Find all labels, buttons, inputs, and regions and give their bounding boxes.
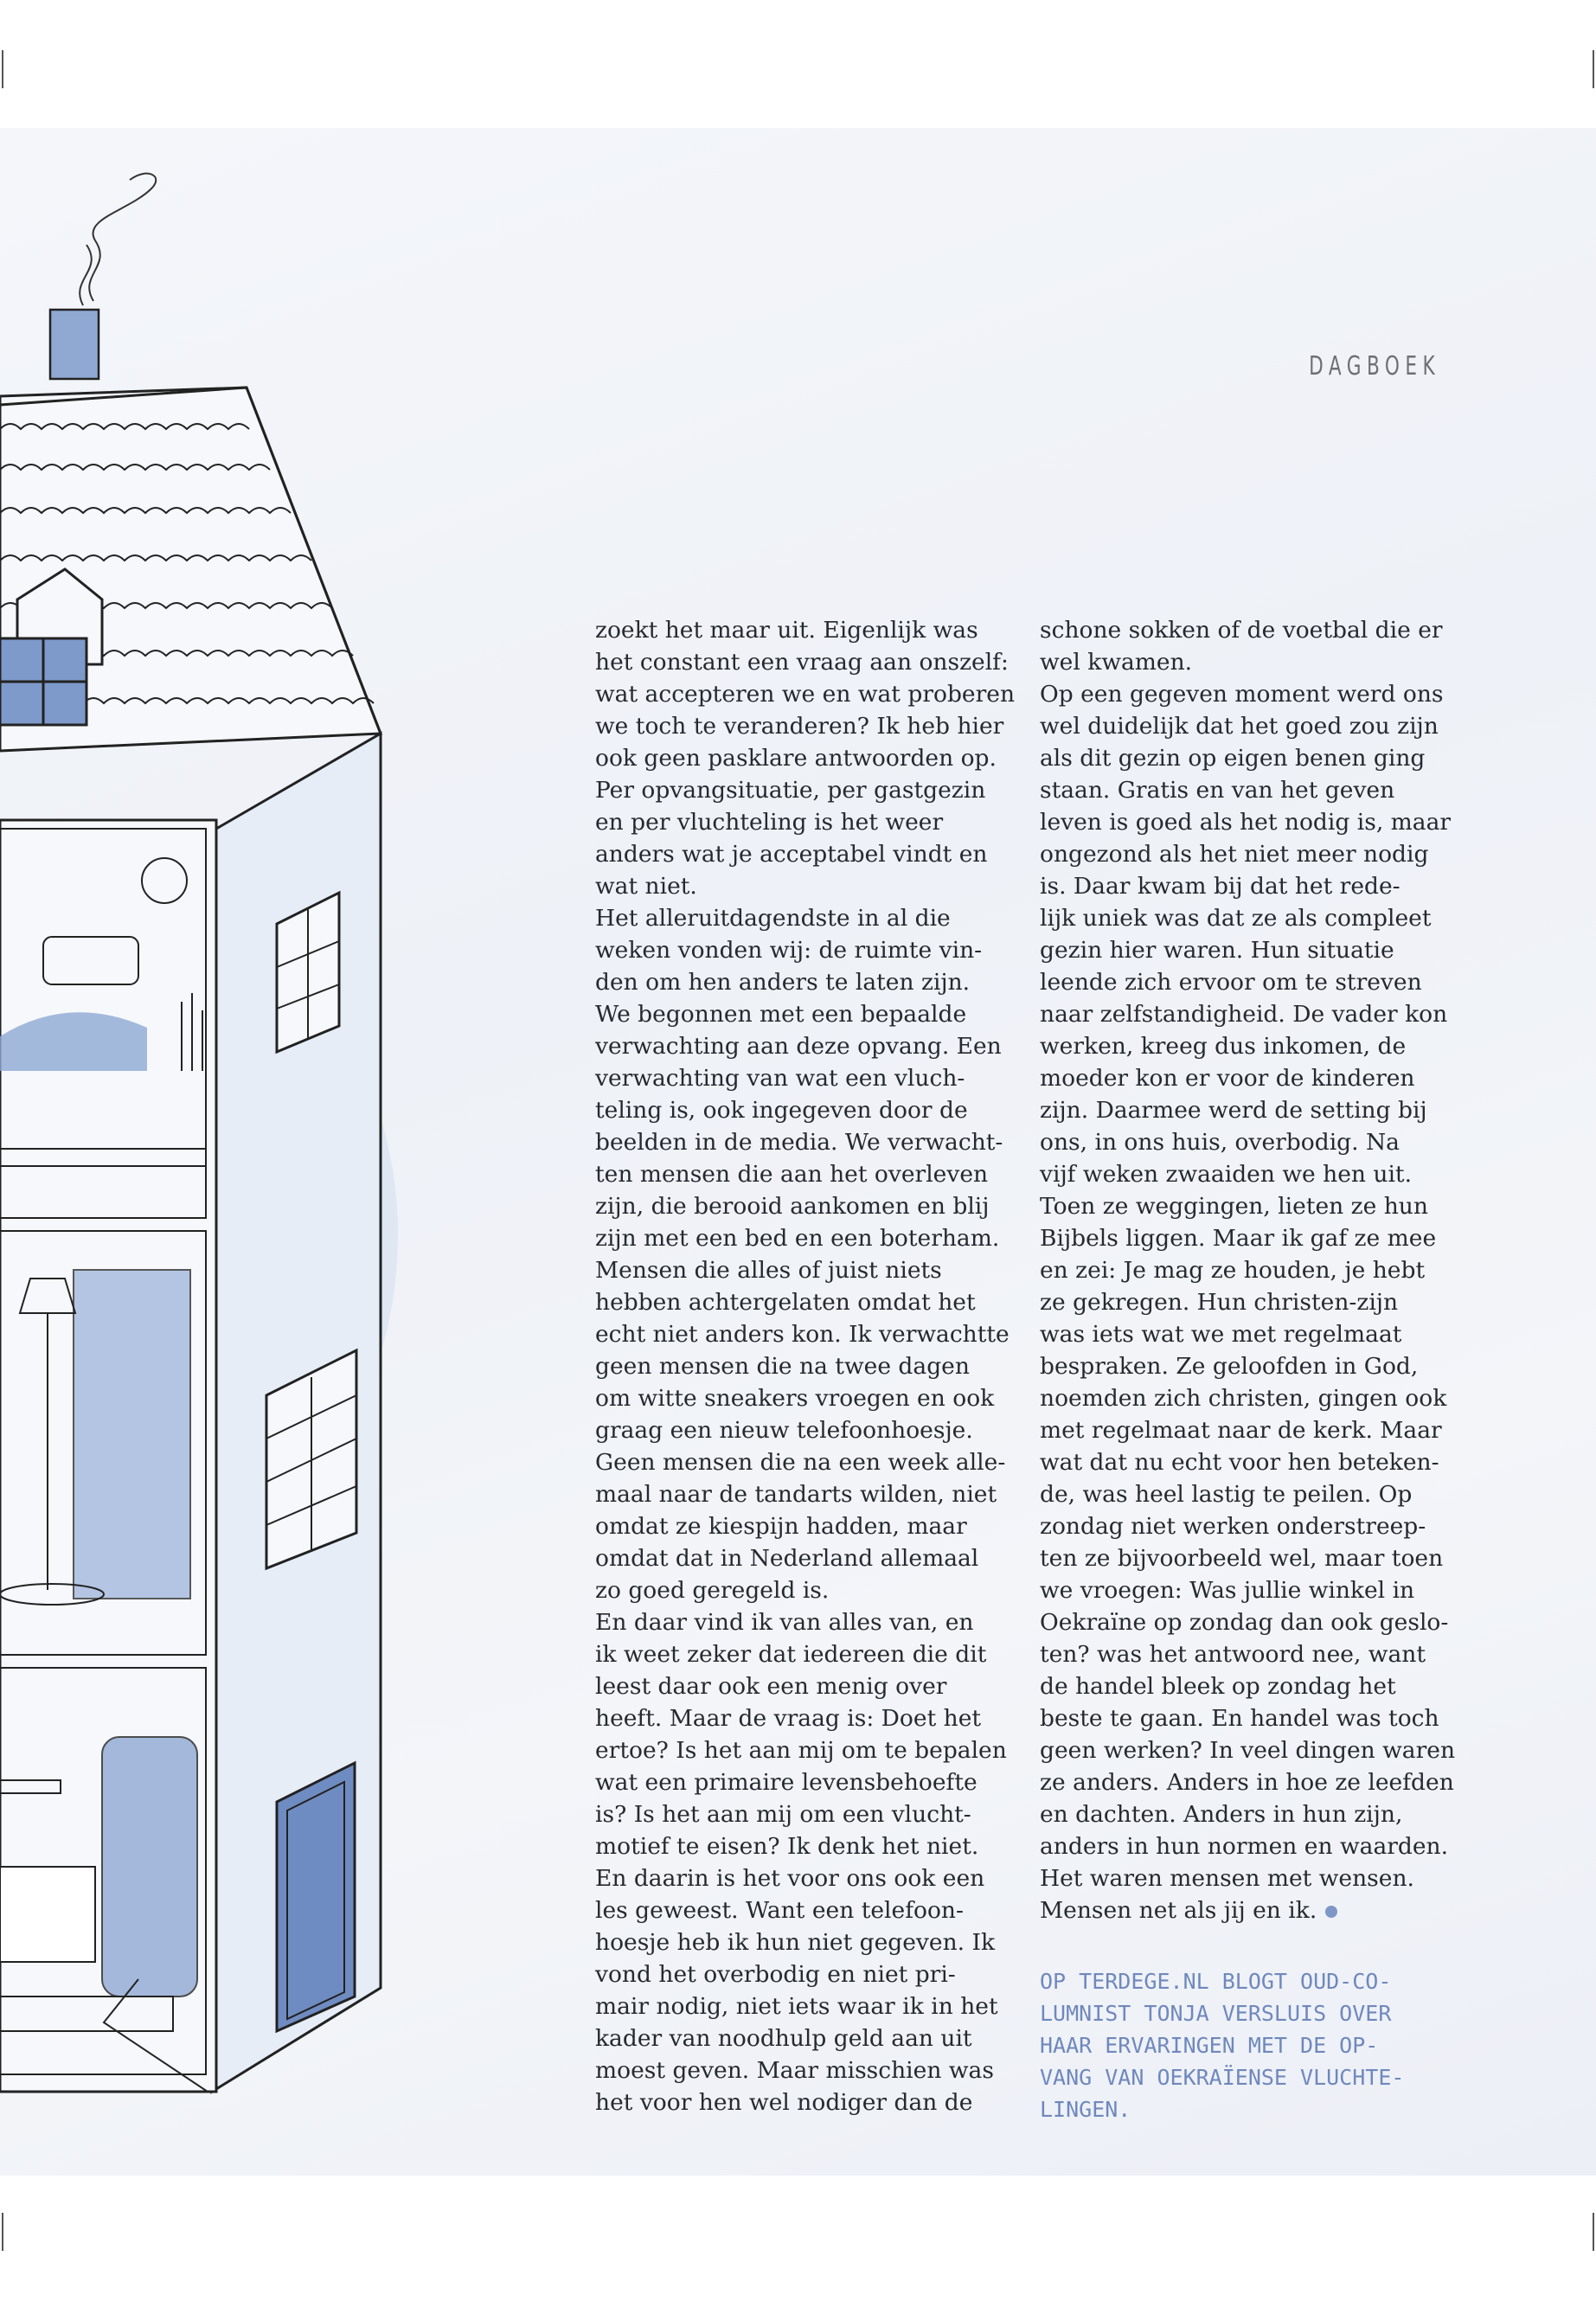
text-line: werken, kreeg dus inkomen, de bbox=[1040, 1033, 1407, 1060]
text-line: hoesje heb ik hun niet gegeven. Ik bbox=[595, 1929, 996, 1956]
text-line: is? Is het aan mij om een vlucht- bbox=[595, 1801, 971, 1828]
text-line: ze anders. Anders in hoe ze leefden bbox=[1040, 1769, 1454, 1796]
text-line: zo goed geregeld is. bbox=[595, 1577, 830, 1604]
text-line: Het waren mensen met wensen. bbox=[1040, 1865, 1414, 1892]
text-line: zijn, die berooid aankomen en blij bbox=[595, 1193, 990, 1220]
crop-mark-bottom-left bbox=[2, 2213, 3, 2251]
text-line: wel duidelijk dat het goed zou zijn bbox=[1040, 713, 1439, 740]
text-line: zijn. Daarmee werd de setting bij bbox=[1040, 1097, 1427, 1124]
text-line: wat een primaire levensbehoefte bbox=[595, 1769, 977, 1796]
text-line: beste te gaan. En handel was toch bbox=[1040, 1705, 1439, 1732]
text-line: het constant een vraag aan onszelf: bbox=[595, 649, 1009, 676]
text-line: moest geven. Maar misschien was bbox=[595, 2057, 994, 2084]
text-line: vond het overbodig en niet pri- bbox=[595, 1961, 956, 1988]
text-line: het voor hen wel nodiger dan de bbox=[595, 2089, 973, 2116]
text-line: en dachten. Anders in hun zijn, bbox=[1040, 1801, 1403, 1828]
text-line: wat accepteren we en wat proberen bbox=[595, 681, 1016, 708]
final-sentence: Mensen net als jij en ik. bbox=[1040, 1897, 1317, 1924]
text-line: ook geen pasklare antwoorden op. bbox=[595, 745, 997, 772]
end-mark-dot-icon bbox=[1325, 1906, 1337, 1918]
note-line: LINGEN. bbox=[1040, 2097, 1131, 2122]
note-line: HAAR ERVARINGEN MET DE OP- bbox=[1040, 2033, 1379, 2058]
text-line: Oekraïne op zondag dan ook geslo- bbox=[1040, 1609, 1449, 1636]
note-line: VANG VAN OEKRAÏENSE VLUCHTE- bbox=[1040, 2065, 1405, 2090]
text-line: leven is goed als het nodig is, maar bbox=[1040, 809, 1452, 836]
text-line: motief te eisen? Ik denk het niet. bbox=[595, 1833, 979, 1860]
text-line: zoekt het maar uit. Eigenlijk was bbox=[595, 617, 978, 644]
text-line: wat dat nu echt voor hen beteken- bbox=[1040, 1449, 1439, 1476]
text-line: bespraken. Ze geloofden in God, bbox=[1040, 1353, 1419, 1380]
text-line: wat niet. bbox=[595, 873, 697, 900]
text-line: als dit gezin op eigen benen ging bbox=[1040, 745, 1426, 772]
text-line: Het alleruitdagendste in al die bbox=[595, 905, 951, 932]
text-line: mair nodig, niet iets waar ik in het bbox=[595, 1993, 998, 2020]
text-line: leende zich ervoor om te streven bbox=[1040, 969, 1422, 996]
text-line: geen mensen die na twee dagen bbox=[595, 1353, 970, 1380]
text-line: les geweest. Want een telefoon- bbox=[595, 1897, 964, 1924]
text-line: omdat ze kiespijn hadden, maar bbox=[595, 1513, 967, 1540]
text-line-final bbox=[1040, 1894, 1455, 1926]
text-line: maal naar de tandarts wilden, niet bbox=[595, 1481, 997, 1508]
note-line: LUMNIST TONJA VERSLUIS OVER bbox=[1040, 2001, 1392, 2026]
text-line: Per opvangsituatie, per gastgezin bbox=[595, 777, 986, 804]
text-line: verwachting aan deze opvang. Een bbox=[595, 1033, 1002, 1060]
text-line: en per vluchteling is het weer bbox=[595, 809, 944, 836]
blog-note bbox=[1040, 1965, 1455, 2125]
text-line: en zei: Je mag ze houden, je hebt bbox=[1040, 1257, 1426, 1284]
text-line: anders wat je acceptabel vindt en bbox=[595, 841, 988, 868]
text-line: hebben achtergelaten omdat het bbox=[595, 1289, 976, 1316]
dollhouse-illustration bbox=[0, 128, 450, 2176]
text-line: staan. Gratis en van het geven bbox=[1040, 777, 1395, 804]
text-line: ze gekregen. Hun christen-zijn bbox=[1040, 1289, 1399, 1316]
crop-mark-top-right bbox=[1593, 50, 1594, 88]
text-line: de handel bleek op zondag het bbox=[1040, 1673, 1396, 1700]
text-line: leest daar ook een menig over bbox=[595, 1673, 947, 1700]
text-line: teling is, ook ingegeven door de bbox=[595, 1097, 968, 1124]
text-line: de, was heel lastig te peilen. Op bbox=[1040, 1481, 1413, 1508]
text-line: Mensen die alles of juist niets bbox=[595, 1257, 942, 1284]
text-line: om witte sneakers vroegen en ook bbox=[595, 1385, 995, 1412]
text-line: En daar vind ik van alles van, en bbox=[595, 1609, 974, 1636]
text-line: ik weet zeker dat iedereen die dit bbox=[595, 1641, 987, 1668]
text-line: wel kwamen. bbox=[1040, 649, 1193, 676]
text-line: lijk uniek was dat ze als compleet bbox=[1040, 905, 1432, 932]
text-line: kader van noodhulp geld aan uit bbox=[595, 2025, 972, 2052]
text-line: was iets wat we met regelmaat bbox=[1040, 1321, 1402, 1348]
text-line: ons, in ons huis, overbodig. Na bbox=[1040, 1129, 1400, 1156]
text-line: met regelmaat naar de kerk. Maar bbox=[1040, 1417, 1442, 1444]
text-line: geen werken? In veel dingen waren bbox=[1040, 1737, 1456, 1764]
text-line: ongezond als het niet meer nodig bbox=[1040, 841, 1429, 868]
text-line: graag een nieuw telefoonhoesje. bbox=[595, 1417, 973, 1444]
text-line: Op een gegeven moment werd ons bbox=[1040, 681, 1444, 708]
page-background bbox=[0, 128, 1596, 2176]
article-column-right bbox=[1040, 614, 1455, 1926]
text-line: den om hen anders te laten zijn. bbox=[595, 969, 971, 996]
text-line: moeder kon er voor de kinderen bbox=[1040, 1065, 1415, 1092]
text-line: we toch te veranderen? Ik heb hier bbox=[595, 713, 1004, 740]
text-line: Toen ze weggingen, lieten ze hun bbox=[1040, 1193, 1428, 1220]
text-line: schone sokken of de voetbal die er bbox=[1040, 617, 1443, 644]
text-line: gezin hier waren. Hun situatie bbox=[1040, 937, 1394, 964]
crop-mark-top-left bbox=[2, 50, 3, 88]
text-line: beelden in de media. We verwacht- bbox=[595, 1129, 1003, 1156]
text-line: noemden zich christen, gingen ook bbox=[1040, 1385, 1447, 1412]
text-line: is. Daar kwam bij dat het rede- bbox=[1040, 873, 1401, 900]
text-line: vijf weken zwaaiden we hen uit. bbox=[1040, 1161, 1412, 1188]
crop-mark-bottom-right bbox=[1593, 2213, 1594, 2251]
text-line: verwachting van wat een vluch- bbox=[595, 1065, 965, 1092]
text-line: zijn met een bed en een boterham. bbox=[595, 1225, 1000, 1252]
article-column-left bbox=[595, 614, 1016, 2118]
text-line: Bijbels liggen. Maar ik gaf ze mee bbox=[1040, 1225, 1437, 1252]
text-line: weken vonden wij: de ruimte vin- bbox=[595, 937, 983, 964]
text-line: naar zelfstandigheid. De vader kon bbox=[1040, 1001, 1448, 1028]
section-label: DAGBOEK bbox=[1308, 351, 1440, 381]
text-line: We begonnen met een bepaalde bbox=[595, 1001, 967, 1028]
text-line: we vroegen: Was jullie winkel in bbox=[1040, 1577, 1415, 1604]
text-line: ertoe? Is het aan mij om te bepalen bbox=[595, 1737, 1007, 1764]
text-line: Geen mensen die na een week alle- bbox=[595, 1449, 1006, 1476]
text-line: En daarin is het voor ons ook een bbox=[595, 1865, 985, 1892]
text-line: anders in hun normen en waarden. bbox=[1040, 1833, 1449, 1860]
text-line: ten? was het antwoord nee, want bbox=[1040, 1641, 1426, 1668]
text-line: ten ze bijvoorbeeld wel, maar toen bbox=[1040, 1545, 1444, 1572]
text-line: zondag niet werken onderstreep- bbox=[1040, 1513, 1426, 1540]
text-line: omdat dat in Nederland allemaal bbox=[595, 1545, 979, 1572]
text-line: echt niet anders kon. Ik verwachtte bbox=[595, 1321, 1010, 1348]
text-line: ten mensen die aan het overleven bbox=[595, 1161, 989, 1188]
note-line: OP TERDEGE.NL BLOGT OUD-CO- bbox=[1040, 1969, 1392, 1994]
text-line: heeft. Maar de vraag is: Doet het bbox=[595, 1705, 982, 1732]
